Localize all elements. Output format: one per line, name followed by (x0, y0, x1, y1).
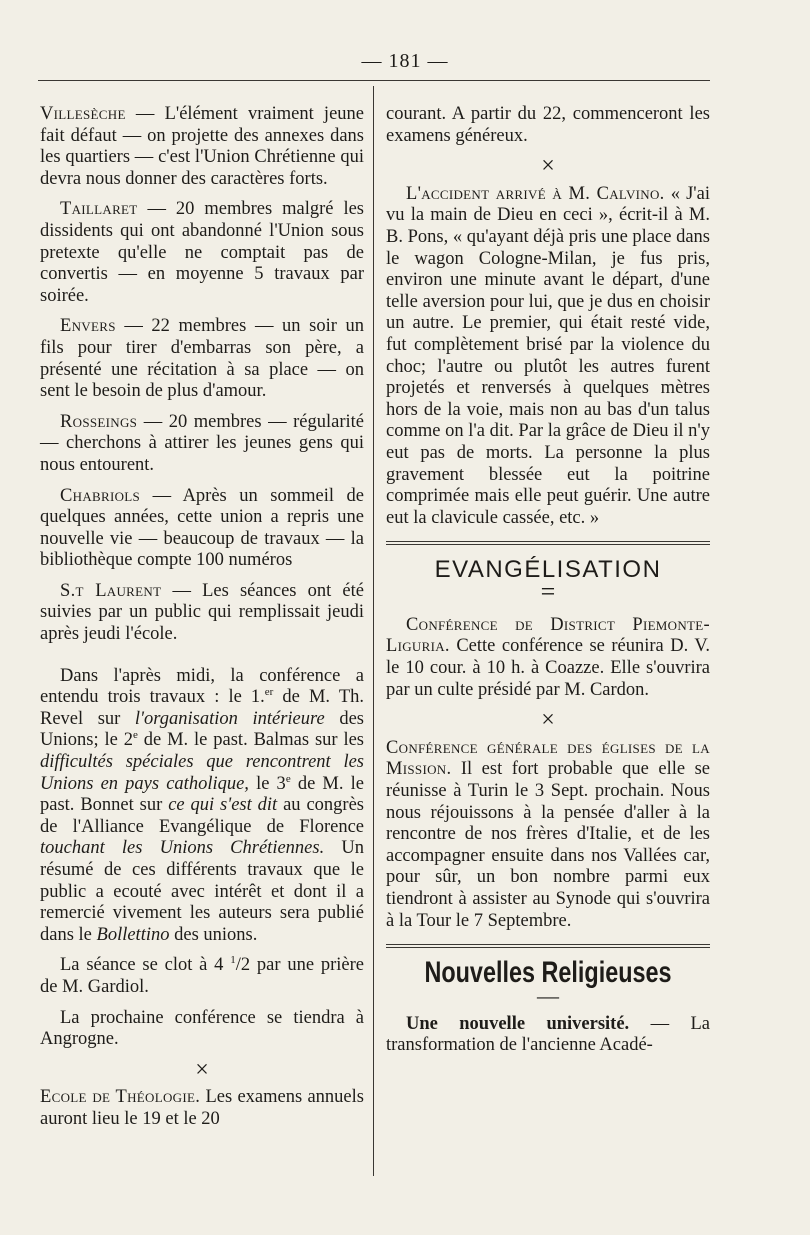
entry-st-laurent (40, 581, 364, 646)
text-run: des Unions; le 2 (40, 708, 364, 751)
cross-separator: × (541, 153, 555, 180)
entry-name: Conférence de District Piemonte-Liguria. (386, 614, 710, 657)
section-title-evangelisation: EVANGÉLISATION (434, 556, 662, 584)
cross-separator: × (195, 1056, 209, 1083)
entry-piemonte (386, 615, 710, 701)
entry-text: Cette conférence se réunira D. V. le 10 cour. à 10 h. à Coazze. Elle s'ouvrira par un culte présidé par M. Cardon. (386, 636, 710, 700)
entry-name: Rosseings (60, 411, 138, 432)
entry-text: — L'élément vraiment jeune fait défaut — on projette des annexes dans les quartiers — c'est l'Union Chrétienne qui devra nous donner des caractères forts. (40, 104, 364, 189)
entry-name: Taillaret (60, 199, 138, 220)
superscript: er (264, 686, 274, 699)
entry-taillaret (40, 199, 364, 307)
text-run: de M. le past. Balmas sur les (137, 730, 364, 751)
entry-text: — Les séances ont été suivies par un public qui remplissait jeudi après jeudi l'école. (40, 580, 364, 645)
left-column (40, 104, 364, 1140)
page-number: — 181 — (361, 50, 449, 72)
text-run: Dans l'après midi, la conférence a entendu trois travaux : le 1. (40, 665, 364, 708)
conference-paragraph (40, 666, 364, 947)
entry-name: Envers (60, 316, 116, 337)
entry-text: — 20 membres — régularité — cherchons à attirer les jeunes gens qui nous entourent. (40, 411, 364, 475)
text-run: de M. Th. Revel sur (40, 687, 364, 729)
entry-text: Il est fort probable que elle se réunisse à Turin le 3 Sept. prochain. Nous nous réjouissons à la pensée d'aller à la rencontre de nos frères d'Italie, et de les accompagner ensuite dans nos Vallées car, pour sûr, un bon nombre parmi eux tiendront à assister au Synode qui s'ouvrira à la Tour le 7 Septembre. (386, 759, 710, 931)
section-rule (386, 944, 710, 948)
entry-name: L'accident arrivé à M. Calvino. (406, 183, 665, 204)
continuation-paragraph: courant. A partir du 22, commenceront les examens généreux. (386, 104, 710, 146)
entry-name: Villesèche (40, 104, 126, 124)
text-run: au congrès de l'Alliance Evangélique de Florence (40, 795, 364, 837)
entry-villeseche (40, 104, 364, 190)
superscript: 1 (230, 954, 236, 967)
section-rule (386, 541, 710, 545)
entry-universite (386, 1014, 710, 1057)
entry-text: Les examens annuels auront lieu le 19 et le 20 (40, 1087, 364, 1129)
superscript: e (285, 772, 291, 785)
italic-run: touchant les Unions Chrétiennes. (40, 838, 325, 859)
cross-separator: × (541, 707, 555, 734)
text-run: Un résumé de ces différents travaux que le public a ecouté avec intérêt et dont il a remercié vivement les auteurs sera publié dans le (40, 838, 364, 945)
title-ornament: — (537, 982, 559, 1008)
entry-name: Conférence générale des églises de la Mission. (386, 737, 710, 780)
prochaine-paragraph: La prochaine conférence se tiendra à Angrogne. (40, 1007, 364, 1050)
entry-name: Chabriols (60, 485, 141, 506)
italic-run: l'organisation intérieure (134, 708, 325, 729)
italic-run: Bollettino (96, 924, 170, 945)
section-title-nouvelles: Nouvelles Religieuses (424, 956, 672, 990)
text-run: /2 par une prière de M. Gardiol. (40, 955, 364, 997)
text-run: des unions. (169, 924, 258, 945)
entry-accident (386, 184, 710, 530)
header-rule (38, 80, 710, 81)
entry-rosseings (40, 412, 364, 477)
entry-text: — La transformation de l'ancienne Acadé- (386, 1013, 710, 1056)
cloture-paragraph (40, 955, 364, 998)
superscript: e (132, 729, 138, 742)
entry-name: Ecole de Théologie. (40, 1087, 201, 1108)
entry-chabriols (40, 486, 364, 572)
text-run: La séance se clot à 4 (60, 955, 231, 976)
text-run: le 3 (248, 773, 286, 794)
entry-envers (40, 316, 364, 402)
entry-ecole (40, 1087, 364, 1130)
entry-text: « J'ai vu la main de Dieu en ceci », écrit-il à M. B. Pons, « qu'ayant déjà pris une place dans le wagon Cologne-Milan, je fus pris, environ une minute avant le départ, d'une telle aversion pour lui, que je dus en choisir un autre. Le premier, qui était resté vide, fut complètement brisé par la violence du choc; l'autre ou plutôt les autres furent projetés et renversés à quelques mètres hors de la voie, mais non au bas d'un talus comme on l'a dit. Par la grâce de Dieu il n'y eut pas de morts. La personne la plus gravement blessée eut la poitrine comprimée mais elle peut guérir. Une autre eut la clavicule cassée, etc. » (386, 183, 710, 528)
column-divider (373, 86, 374, 1176)
entry-name: Une nouvelle université. (406, 1013, 630, 1034)
text-run: de M. le past. Bonnet sur (40, 773, 364, 816)
italic-run: ce qui s'est dit (168, 795, 278, 816)
title-ornament: = (540, 576, 556, 606)
entry-text: — 22 membres — un soir un fils pour tirer d'embarras son père, a présenté une récitation à sa place — on sent le besoin de plus d'amour. (40, 316, 364, 402)
entry-generale (386, 738, 710, 932)
entry-text: — 20 membres malgré les dissidents qui ont abandonné l'Union sous pretexte qu'elle ne comptait pas de convertis — en moyenne 5 travaux par soirée. (40, 199, 364, 306)
italic-run: difficultés spéciales que rencontrent les Unions en pays catholique, (40, 752, 364, 794)
entry-name: S.t Laurent (60, 580, 162, 601)
entry-text: — Après un sommeil de quelques années, cette union a repris une nouvelle vie — beaucoup de travaux — la bibliothèque compte 100 numéros (40, 485, 364, 571)
right-column (386, 104, 710, 1066)
